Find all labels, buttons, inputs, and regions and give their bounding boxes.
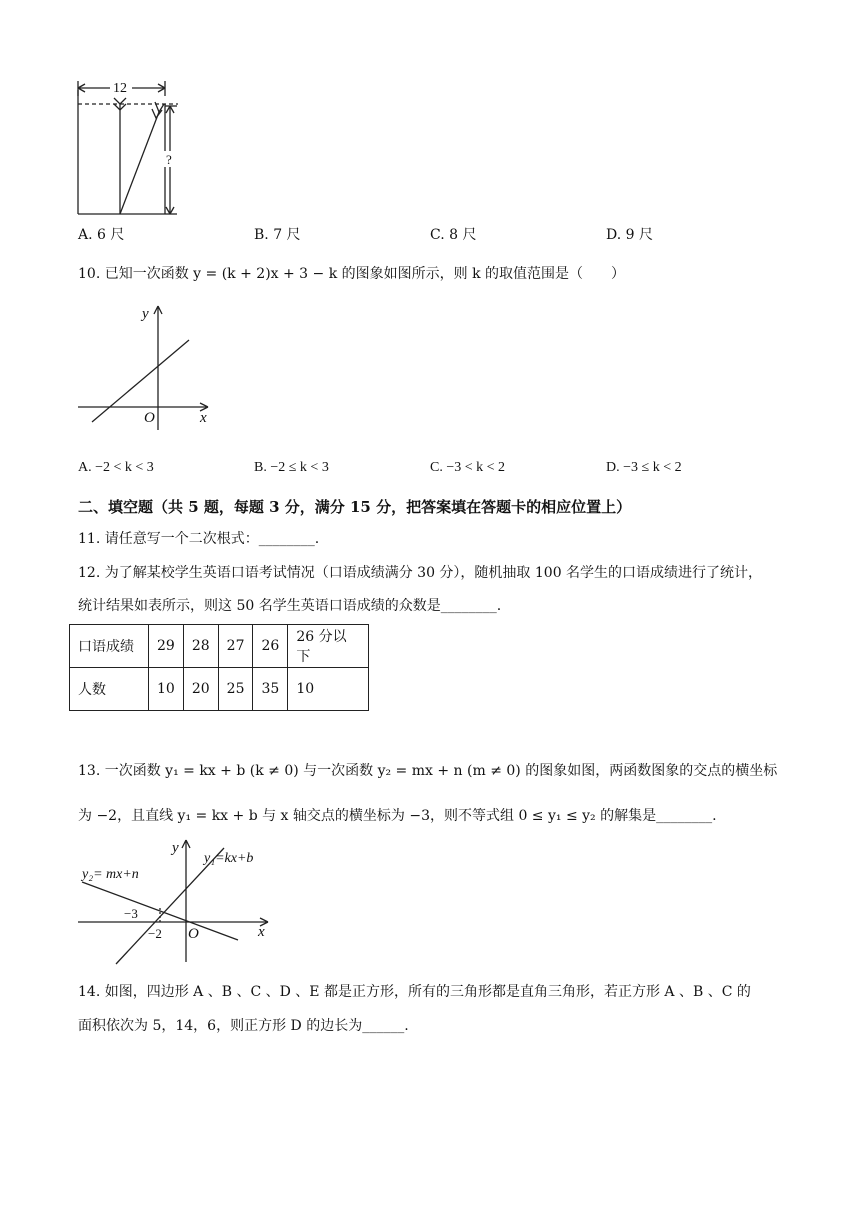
- table-cell: 26: [253, 625, 288, 668]
- q13-x-label: x: [258, 924, 265, 940]
- q9-option-a: A. 6 尺: [78, 227, 125, 243]
- table-row: [70, 668, 369, 711]
- q10-y-label: y: [142, 306, 149, 322]
- q13-origin-label: O: [188, 926, 199, 942]
- q9-option-c: C. 8 尺: [430, 227, 477, 243]
- q10-graph: [74, 300, 224, 430]
- q14-line2: 面积依次为 5，14，6，则正方形 D 的边长为______.: [78, 1018, 409, 1034]
- q9-option-d: D. 9 尺: [606, 227, 653, 243]
- table-cell: 35: [253, 668, 288, 711]
- q13-graph: [76, 836, 276, 966]
- q10-option-d: D. −3 ≤ k < 2: [606, 460, 682, 475]
- table-cell: 26 分以下: [288, 625, 369, 668]
- q10-x-label: x: [200, 410, 207, 426]
- q13-line2: 为 −2，且直线 y₁ = kx + b 与 x 轴交点的横坐标为 −3，则不等式组 0 ≤ y₁ ≤ y₂ 的解集是________.: [78, 808, 717, 824]
- q11-text: 11. 请任意写一个二次根式：________.: [78, 531, 320, 547]
- q12-line2: 统计结果如表所示，则这 50 名学生英语口语成绩的众数是________.: [78, 598, 502, 614]
- table-cell: 28: [183, 625, 218, 668]
- q9-side-label: ?: [166, 152, 172, 167]
- q10-option-a: A. −2 < k < 3: [78, 460, 154, 475]
- table-cell: 20: [183, 668, 218, 711]
- q13-tick-minus3: −3: [124, 906, 138, 921]
- table-cell: 10: [288, 668, 369, 711]
- q13-y-label: y: [172, 840, 179, 856]
- table-cell: 10: [149, 668, 184, 711]
- table-cell: 25: [218, 668, 253, 711]
- q13-tick-minus2: −2: [148, 926, 162, 941]
- q9-top-label: 12: [113, 81, 127, 96]
- table-cell: 口语成绩: [70, 625, 149, 668]
- q14-line1: 14. 如图，四边形 A 、B 、C 、D 、E 都是正方形，所有的三角形都是直角三角形，若正方形 A 、B 、C 的: [78, 984, 751, 1000]
- q10-option-c: C. −3 < k < 2: [430, 460, 506, 475]
- q9-option-b: B. 7 尺: [254, 227, 301, 243]
- q12-line1: 12. 为了解某校学生英语口语考试情况（口语成绩满分 30 分），随机抽取 100 名学生的口语成绩进行了统计，: [78, 565, 763, 581]
- table-cell: 27: [218, 625, 253, 668]
- q13-label-y1: y₁=kx+b: [204, 851, 254, 866]
- q10-option-b: B. −2 ≤ k < 3: [254, 460, 329, 475]
- q12-score-table: [69, 624, 369, 711]
- table-row: [70, 625, 369, 668]
- q9-figure: [70, 76, 185, 218]
- table-cell: 29: [149, 625, 184, 668]
- q10-origin-label: O: [144, 410, 155, 426]
- q10-text: 10. 已知一次函数 y = (k + 2)x + 3 − k 的图象如图所示，则 k 的取值范围是（ ）: [78, 266, 626, 282]
- q13-line1: 13. 一次函数 y₁ = kx + b (k ≠ 0) 与一次函数 y₂ = mx + n (m ≠ 0) 的图象如图，两函数图象的交点的横坐标: [78, 763, 778, 779]
- section-heading: 二、填空题（共 5 题，每题 3 分，满分 15 分，把答案填在答题卡的相应位置上）: [78, 498, 632, 516]
- table-cell: 人数: [70, 668, 149, 711]
- q13-label-y2: y₂= mx+n: [82, 867, 139, 882]
